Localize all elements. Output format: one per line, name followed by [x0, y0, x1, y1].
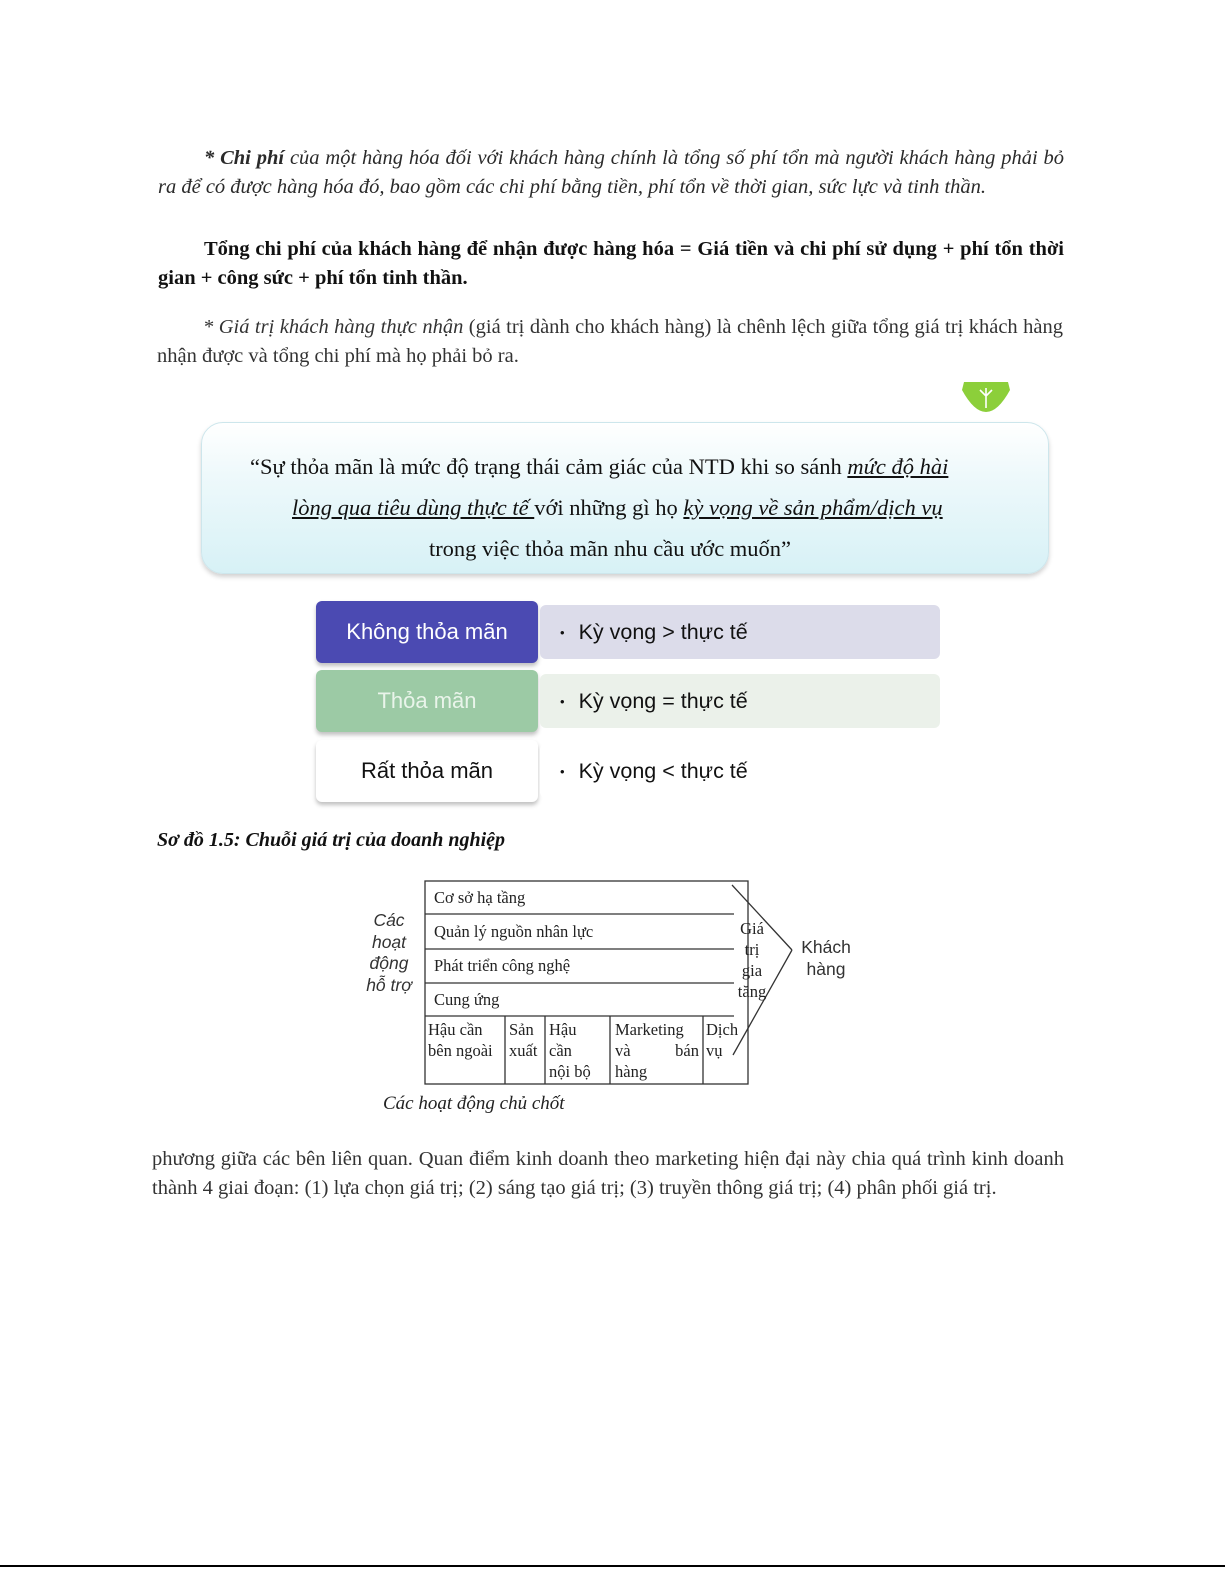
cell-word: bán [675, 1041, 699, 1060]
cell-line: cần [549, 1041, 572, 1060]
satisfaction-label-1: Thỏa mãn [316, 670, 538, 732]
gia-tri-body: (giá trị dành cho khách hàng) là chênh lệch giữa tổng giá trị khách hàng nhận được và tổng chi phí mà họ phải bỏ ra. [157, 316, 1063, 367]
primary-cell-dich-vu [706, 1019, 738, 1061]
bullet-1: • [560, 693, 565, 709]
satisfaction-value-1-text: Kỳ vọng = thực tế [578, 688, 748, 713]
cell-line: Hậu [549, 1020, 577, 1039]
satisfaction-value-0-text: Kỳ vọng > thực tế [578, 619, 748, 644]
bullet-0: • [560, 624, 565, 640]
figure-title: Sơ đồ 1.5: Chuỗi giá trị của doanh nghiệp [157, 829, 506, 851]
primary-cell-hau-can-noi-bo [549, 1019, 591, 1082]
chi-phi-body: của một hàng hóa đối với khách hàng chính là tổng số phí tổn mà người khách hàng phải bỏ ra để có được hàng hóa đó, bao gồm các chi phí bằng tiền, phí tổn về thời gian, sức lực và tinh thần. [158, 147, 1065, 198]
satisfaction-label-2: Rất thỏa mãn [316, 740, 538, 802]
tong-chi-phi-text: Tổng chi phí của khách hàng để nhận được hàng hóa = Giá tiền và chi phí sử dụng + phí tổn thời gian + công sức + phí tổn tinh thần. [158, 238, 1064, 289]
callout-part2: với những gì họ [534, 495, 684, 520]
cell-line: bên ngoài [428, 1041, 493, 1060]
support-label-line: động [369, 953, 409, 973]
primary-cell-marketing [615, 1019, 699, 1082]
bullet-2: • [560, 763, 565, 779]
support-row: Phát triển công nghệ [434, 956, 571, 975]
support-activities-label [356, 910, 422, 996]
paragraph-closing: phương giữa các bên liên quan. Quan điểm kinh doanh theo marketing hiện đại này chia quá trình kinh doanh thành 4 giai đoạn: (1) lựa chọn giá trị; (2) sáng tạo giá trị; (3) truyền thông giá trị; (4) phân phối giá trị. [152, 1148, 1064, 1199]
callout-underline2: kỳ vọng về sản phẩm/dịch vụ [683, 495, 943, 520]
callout-part1: “Sự thỏa mãn là mức độ trạng thái cảm giác của NTD khi so sánh [250, 454, 848, 479]
cell-line: Sản [509, 1020, 534, 1039]
cell-line-justified [615, 1040, 699, 1061]
gia-tri-lead: * Giá trị khách hàng thực nhận [203, 316, 464, 338]
cell-line: Dịch [706, 1020, 739, 1039]
margin-label-line: tăng [737, 982, 767, 1001]
cell-line: Marketing [615, 1020, 684, 1039]
cell-word: và [615, 1041, 631, 1060]
support-label-line: hỗ trợ [366, 974, 412, 995]
support-label-line: Các [373, 910, 405, 930]
satisfaction-value-2-text: Kỳ vọng < thực tế [578, 758, 748, 783]
cell-line: xuất [509, 1041, 538, 1060]
callout-underline1b: lòng qua tiêu dùng thực tế [292, 495, 535, 520]
callout-part3: trong việc thỏa mãn nhu cầu ước muốn” [428, 536, 792, 561]
satisfaction-label-0: Không thỏa mãn [316, 601, 538, 663]
margin-label-line: trị [744, 940, 760, 959]
chi-phi-lead: * Chi phí [204, 147, 285, 169]
cell-line: hàng [615, 1062, 648, 1081]
primary-activities-caption: Các hoạt động chủ chốt [383, 1093, 565, 1114]
cell-line: vụ [706, 1041, 723, 1060]
margin-label-line: gia [741, 961, 763, 980]
primary-cell-san-xuat [509, 1019, 537, 1061]
page-border [0, 1565, 1225, 1567]
margin-label-line: Giá [740, 919, 764, 938]
support-label-line: hoạt [371, 931, 407, 952]
customer-label [796, 937, 856, 980]
customer-label-line: hàng [806, 958, 846, 979]
support-row: Quản lý nguồn nhân lực [434, 922, 594, 941]
margin-label [736, 918, 768, 1002]
cell-line: nội bộ [549, 1062, 591, 1081]
support-row: Cung ứng [434, 990, 500, 1009]
support-row: Cơ sở hạ tầng [434, 888, 526, 907]
primary-cell-hau-can-ben-ngoai [428, 1019, 493, 1061]
cell-line: Hậu cần [428, 1020, 483, 1039]
customer-label-line: Khách [801, 937, 851, 957]
callout-underline1a: mức độ hài [847, 454, 949, 479]
